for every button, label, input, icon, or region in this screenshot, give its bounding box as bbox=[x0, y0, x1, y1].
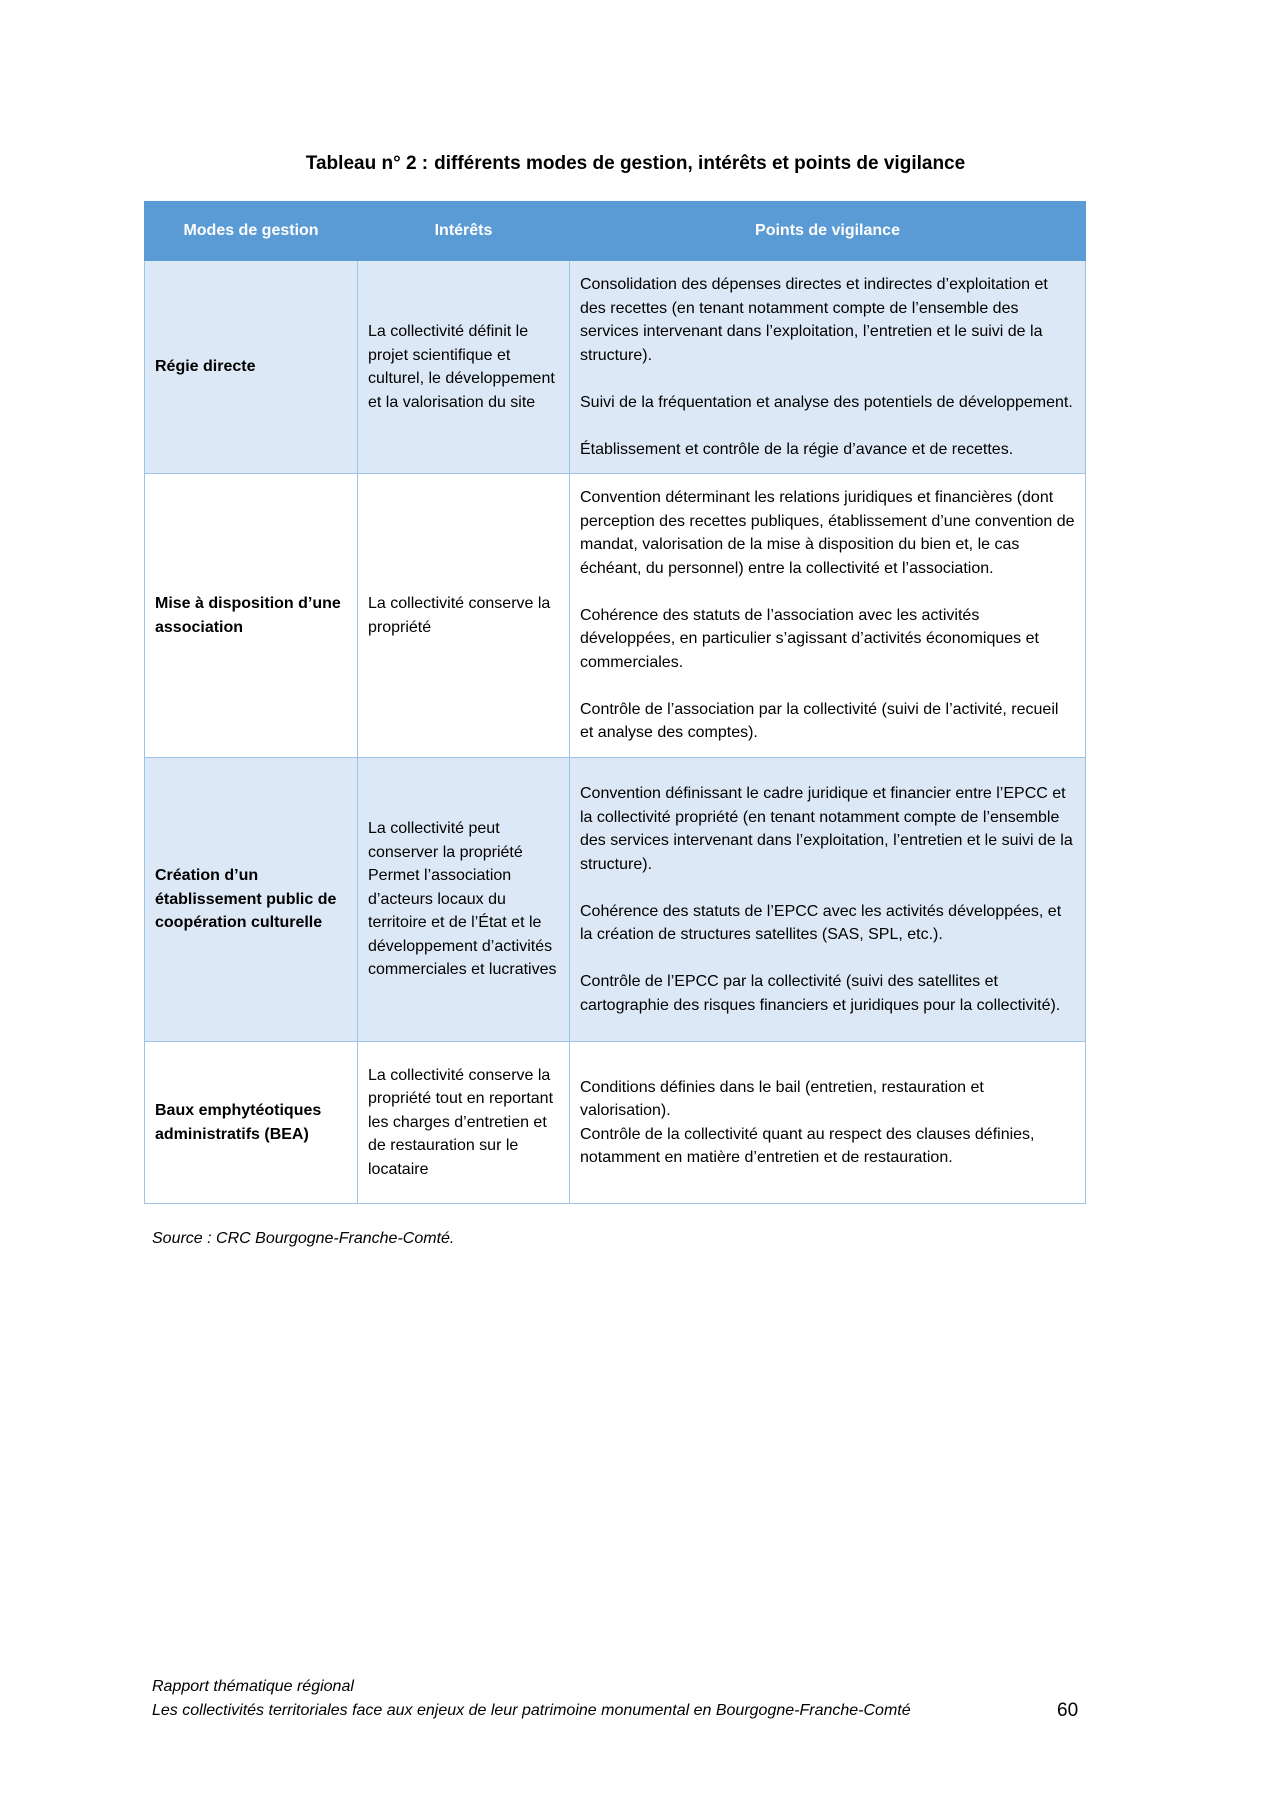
vigilance-cell bbox=[570, 758, 1086, 1042]
interet-cell: La collectivité conserve la propriété tout en reportant les charges d’entretien et de restauration sur le locataire bbox=[358, 1042, 570, 1204]
vigilance-point: Contrôle de la collectivité quant au respect des clauses définies, notamment en matière d’entretien et de restauration. bbox=[580, 1125, 1035, 1166]
table-title bbox=[0, 153, 1271, 175]
vigilance-point: Contrôle de l’association par la collectivité (suivi de l’activité, recueil et analyse des comptes). bbox=[580, 700, 1059, 742]
vigilance-point: Conditions définies dans le bail (entretien, restauration et valorisation). bbox=[580, 1078, 984, 1119]
management-modes-table bbox=[144, 201, 1086, 1204]
vigilance-point: Convention déterminant les relations juridiques et financières (dont perception des recettes publiques, établissement d’une convention de mandat, valorisation de la mise à disposition du bien et, le cas échéant, du personnel) entre la collectivité et l’association. bbox=[580, 489, 1075, 577]
vigilance-point: Cohérence des statuts de l’EPCC avec les activités développées, et la création de structures satellites (SAS, SPL, etc.). bbox=[580, 902, 1062, 943]
vigilance-point: Contrôle de l’EPCC par la collectivité (suivi des satellites et cartographie des risques financiers et juridiques pour la collectivité). bbox=[580, 973, 1061, 1014]
vigilance-point: Suivi de la fréquentation et analyse des potentiels de développement. bbox=[580, 393, 1073, 411]
table-row bbox=[145, 474, 1086, 758]
interet-cell: La collectivité conserve la propriété bbox=[358, 474, 570, 758]
vigilance-point: Établissement et contrôle de la régie d’avance et de recettes. bbox=[580, 440, 1014, 458]
column-header-vigilance: Points de vigilance bbox=[570, 202, 1086, 261]
page-number: 60 bbox=[1057, 1700, 1079, 1721]
interet-cell: La collectivité définit le projet scientifique et culturel, le développement et la valorisation du site bbox=[358, 261, 570, 474]
footer-report-title: Les collectivités territoriales face aux enjeux de leur patrimoine monumental en Bourgogne-Franche-Comté bbox=[152, 1702, 911, 1719]
vigilance-point: Cohérence des statuts de l’association avec les activités développées, en particulier s’agissant d’activités économiques et commerciales. bbox=[580, 606, 1039, 671]
table-title-prefix: Tableau n° 2 : bbox=[305, 153, 429, 174]
table-row bbox=[145, 1042, 1086, 1204]
vigilance-point: Consolidation des dépenses directes et indirectes d’exploitation et des recettes (en tenant notamment compte de l’ensemble des services intervenant dans l’exploitation, l’entretien et le suivi de la structure). bbox=[580, 276, 1048, 364]
column-header-modes: Modes de gestion bbox=[145, 202, 358, 261]
vigilance-cell bbox=[570, 1042, 1086, 1204]
vigilance-cell bbox=[570, 261, 1086, 474]
table-header-row bbox=[145, 202, 1086, 261]
vigilance-point: Convention définissant le cadre juridique et financier entre l’EPCC et la collectivité propriété (en tenant notamment compte de l’ensemble des services intervenant dans l’exploitation, l’entretien et le suivi de la structure). bbox=[580, 785, 1073, 873]
mode-cell: Baux emphytéotiques administratifs (BEA) bbox=[145, 1042, 358, 1204]
footer-report-type: Rapport thématique régional bbox=[152, 1678, 354, 1695]
interet-cell: La collectivité peut conserver la propriété Permet l’association d’acteurs locaux du territoire et de l’État et le développement d’activités commerciales et lucratives bbox=[358, 758, 570, 1042]
table-title-text: différents modes de gestion, intérêts et points de vigilance bbox=[434, 153, 966, 174]
table-row bbox=[145, 758, 1086, 1042]
vigilance-cell bbox=[570, 474, 1086, 758]
mode-cell: Mise à disposition d’une association bbox=[145, 474, 358, 758]
table-source: Source : CRC Bourgogne-Franche-Comté. bbox=[152, 1230, 455, 1247]
column-header-interets: Intérêts bbox=[358, 202, 570, 261]
mode-cell: Création d’un établissement public de coopération culturelle bbox=[145, 758, 358, 1042]
table-row bbox=[145, 261, 1086, 474]
mode-cell: Régie directe bbox=[145, 261, 358, 474]
